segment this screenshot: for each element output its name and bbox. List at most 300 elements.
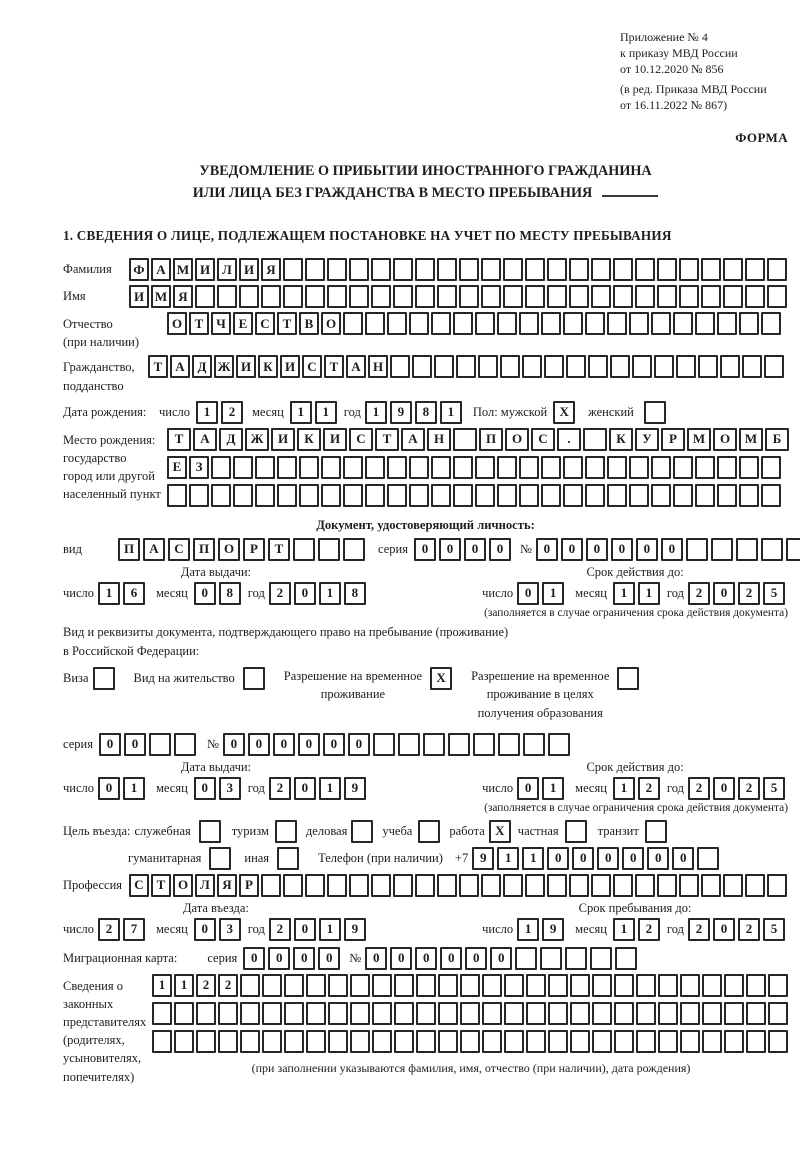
char-cell[interactable]	[503, 258, 523, 281]
char-cell[interactable]	[679, 285, 699, 308]
char-cell[interactable]: 0	[572, 847, 594, 870]
char-cell[interactable]	[394, 974, 414, 997]
char-cell[interactable]	[570, 974, 590, 997]
char-cell[interactable]	[497, 484, 517, 507]
char-cell[interactable]	[746, 1002, 766, 1025]
sex-male-checkbox[interactable]	[553, 401, 578, 424]
char-cell[interactable]	[409, 312, 429, 335]
char-cell[interactable]	[701, 285, 721, 308]
char-cell[interactable]	[438, 1030, 458, 1053]
char-cell[interactable]	[592, 1030, 612, 1053]
char-cell[interactable]	[768, 974, 788, 997]
char-cell[interactable]: 0	[465, 947, 487, 970]
char-cell[interactable]	[591, 285, 611, 308]
char-cell[interactable]: 2	[196, 974, 216, 997]
char-cell[interactable]	[657, 285, 677, 308]
char-cell[interactable]: 2	[269, 918, 291, 941]
char-cell[interactable]: А	[170, 355, 190, 378]
char-cell[interactable]	[592, 974, 612, 997]
char-cell[interactable]: 2	[218, 974, 238, 997]
char-cell[interactable]: 1	[315, 401, 337, 424]
option-temporary-residence-education-checkbox[interactable]	[617, 667, 642, 690]
char-cell[interactable]: О	[218, 538, 240, 561]
char-cell[interactable]	[698, 355, 718, 378]
char-cell[interactable]	[613, 258, 633, 281]
char-cell[interactable]: Е	[167, 456, 187, 479]
char-cell[interactable]	[284, 974, 304, 997]
char-cell[interactable]	[607, 312, 627, 335]
char-cell[interactable]	[327, 285, 347, 308]
char-cell[interactable]: 1	[638, 582, 660, 605]
char-cell[interactable]	[459, 258, 479, 281]
char-cell[interactable]: Б	[765, 428, 789, 451]
char-cell[interactable]: К	[609, 428, 633, 451]
char-cell[interactable]: 8	[219, 582, 241, 605]
char-cell[interactable]	[498, 733, 520, 756]
char-cell[interactable]: 1	[613, 918, 635, 941]
char-cell[interactable]	[702, 974, 722, 997]
char-cell[interactable]: 0	[713, 777, 735, 800]
char-cell[interactable]: 2	[269, 582, 291, 605]
char-cell[interactable]: 1	[319, 777, 341, 800]
char-cell[interactable]: И	[280, 355, 300, 378]
char-cell[interactable]	[522, 355, 542, 378]
option-temporary-residence-checkbox[interactable]	[430, 667, 455, 690]
char-cell[interactable]	[209, 847, 231, 870]
char-cell[interactable]	[459, 285, 479, 308]
char-cell[interactable]: 7	[123, 918, 145, 941]
char-cell[interactable]: М	[739, 428, 763, 451]
char-cell[interactable]	[365, 456, 385, 479]
char-cell[interactable]	[711, 538, 733, 561]
char-cell[interactable]	[651, 456, 671, 479]
char-cell[interactable]	[617, 667, 639, 690]
char-cell[interactable]	[211, 484, 231, 507]
char-cell[interactable]	[293, 538, 315, 561]
char-cell[interactable]	[321, 484, 341, 507]
char-cell[interactable]	[724, 1030, 744, 1053]
char-cell[interactable]	[761, 456, 781, 479]
char-cell[interactable]	[305, 874, 325, 897]
char-cell[interactable]	[768, 1030, 788, 1053]
char-cell[interactable]: 1	[613, 582, 635, 605]
char-cell[interactable]: Л	[195, 874, 215, 897]
char-cell[interactable]	[614, 1030, 634, 1053]
char-cell[interactable]: 0	[672, 847, 694, 870]
char-cell[interactable]: 2	[688, 918, 710, 941]
char-cell[interactable]	[742, 355, 762, 378]
char-cell[interactable]	[284, 1030, 304, 1053]
char-cell[interactable]	[409, 484, 429, 507]
char-cell[interactable]: О	[321, 312, 341, 335]
char-cell[interactable]: 0	[536, 538, 558, 561]
char-cell[interactable]: С	[255, 312, 275, 335]
char-cell[interactable]: 1	[542, 777, 564, 800]
char-cell[interactable]: 0	[611, 538, 633, 561]
char-cell[interactable]	[394, 1030, 414, 1053]
char-cell[interactable]: 1	[98, 582, 120, 605]
char-cell[interactable]: 0	[293, 947, 315, 970]
char-cell[interactable]	[614, 1002, 634, 1025]
char-cell[interactable]	[305, 258, 325, 281]
char-cell[interactable]	[525, 285, 545, 308]
char-cell[interactable]	[218, 1030, 238, 1053]
char-cell[interactable]	[570, 1030, 590, 1053]
char-cell[interactable]	[613, 874, 633, 897]
char-cell[interactable]: О	[167, 312, 187, 335]
char-cell[interactable]	[299, 456, 319, 479]
char-cell[interactable]	[695, 312, 715, 335]
char-cell[interactable]	[481, 285, 501, 308]
char-cell[interactable]	[93, 667, 115, 690]
char-cell[interactable]: 0	[298, 733, 320, 756]
char-cell[interactable]	[437, 258, 457, 281]
char-cell[interactable]: 8	[415, 401, 437, 424]
char-cell[interactable]	[283, 874, 303, 897]
char-cell[interactable]: Т	[324, 355, 344, 378]
char-cell[interactable]: 0	[248, 733, 270, 756]
char-cell[interactable]	[525, 258, 545, 281]
char-cell[interactable]: 3	[219, 918, 241, 941]
char-cell[interactable]: И	[271, 428, 295, 451]
char-cell[interactable]: И	[236, 355, 256, 378]
char-cell[interactable]: 1	[522, 847, 544, 870]
char-cell[interactable]	[565, 820, 587, 843]
char-cell[interactable]	[275, 820, 297, 843]
char-cell[interactable]: 2	[638, 777, 660, 800]
char-cell[interactable]	[651, 484, 671, 507]
char-cell[interactable]	[504, 1030, 524, 1053]
char-cell[interactable]	[717, 456, 737, 479]
char-cell[interactable]	[387, 456, 407, 479]
char-cell[interactable]	[544, 355, 564, 378]
char-cell[interactable]: 9	[542, 918, 564, 941]
char-cell[interactable]	[350, 1030, 370, 1053]
char-cell[interactable]	[189, 484, 209, 507]
char-cell[interactable]: 2	[738, 777, 760, 800]
char-cell[interactable]	[500, 355, 520, 378]
purpose-transit-checkbox[interactable]	[645, 820, 670, 843]
char-cell[interactable]: 6	[123, 582, 145, 605]
char-cell[interactable]	[373, 733, 395, 756]
char-cell[interactable]	[482, 974, 502, 997]
char-cell[interactable]	[394, 1002, 414, 1025]
char-cell[interactable]	[565, 947, 587, 970]
char-cell[interactable]	[453, 456, 473, 479]
char-cell[interactable]	[482, 1030, 502, 1053]
char-cell[interactable]	[739, 456, 759, 479]
char-cell[interactable]	[409, 456, 429, 479]
char-cell[interactable]	[351, 820, 373, 843]
char-cell[interactable]	[644, 401, 666, 424]
char-cell[interactable]: 0	[294, 582, 316, 605]
char-cell[interactable]	[343, 312, 363, 335]
char-cell[interactable]: С	[531, 428, 555, 451]
char-cell[interactable]	[196, 1030, 216, 1053]
char-cell[interactable]: 2	[221, 401, 243, 424]
char-cell[interactable]	[239, 285, 259, 308]
char-cell[interactable]	[437, 874, 457, 897]
char-cell[interactable]	[739, 312, 759, 335]
char-cell[interactable]: 0	[464, 538, 486, 561]
char-cell[interactable]	[453, 484, 473, 507]
char-cell[interactable]: 0	[517, 582, 539, 605]
char-cell[interactable]	[456, 355, 476, 378]
char-cell[interactable]	[412, 355, 432, 378]
char-cell[interactable]	[448, 733, 470, 756]
char-cell[interactable]	[541, 456, 561, 479]
char-cell[interactable]	[327, 874, 347, 897]
char-cell[interactable]	[548, 733, 570, 756]
char-cell[interactable]: 1	[319, 582, 341, 605]
char-cell[interactable]	[277, 456, 297, 479]
char-cell[interactable]: 9	[472, 847, 494, 870]
char-cell[interactable]	[635, 874, 655, 897]
char-cell[interactable]	[767, 258, 787, 281]
char-cell[interactable]	[393, 874, 413, 897]
char-cell[interactable]	[547, 258, 567, 281]
char-cell[interactable]	[592, 1002, 612, 1025]
char-cell[interactable]: 2	[738, 918, 760, 941]
char-cell[interactable]	[697, 847, 719, 870]
char-cell[interactable]	[195, 285, 215, 308]
char-cell[interactable]	[636, 974, 656, 997]
char-cell[interactable]	[767, 285, 787, 308]
char-cell[interactable]	[438, 1002, 458, 1025]
char-cell[interactable]	[453, 312, 473, 335]
char-cell[interactable]	[152, 1030, 172, 1053]
char-cell[interactable]	[695, 484, 715, 507]
char-cell[interactable]: 5	[763, 777, 785, 800]
char-cell[interactable]	[585, 312, 605, 335]
char-cell[interactable]	[233, 484, 253, 507]
char-cell[interactable]	[563, 312, 583, 335]
purpose-work-checkbox[interactable]	[489, 820, 514, 843]
char-cell[interactable]: 0	[622, 847, 644, 870]
char-cell[interactable]	[720, 355, 740, 378]
char-cell[interactable]	[504, 974, 524, 997]
char-cell[interactable]	[629, 312, 649, 335]
char-cell[interactable]: 1	[319, 918, 341, 941]
char-cell[interactable]: Т	[148, 355, 168, 378]
char-cell[interactable]: Я	[173, 285, 193, 308]
char-cell[interactable]	[717, 312, 737, 335]
char-cell[interactable]	[415, 874, 435, 897]
char-cell[interactable]: 0	[365, 947, 387, 970]
char-cell[interactable]	[372, 1030, 392, 1053]
char-cell[interactable]	[629, 456, 649, 479]
char-cell[interactable]	[437, 285, 457, 308]
char-cell[interactable]	[478, 355, 498, 378]
char-cell[interactable]: 5	[763, 918, 785, 941]
char-cell[interactable]	[761, 538, 783, 561]
char-cell[interactable]	[651, 312, 671, 335]
purpose-tourism-checkbox[interactable]	[275, 820, 300, 843]
char-cell[interactable]: З	[189, 456, 209, 479]
char-cell[interactable]	[686, 538, 708, 561]
char-cell[interactable]	[218, 1002, 238, 1025]
char-cell[interactable]	[607, 484, 627, 507]
char-cell[interactable]	[503, 285, 523, 308]
char-cell[interactable]	[679, 258, 699, 281]
char-cell[interactable]	[585, 484, 605, 507]
char-cell[interactable]	[497, 312, 517, 335]
char-cell[interactable]	[583, 428, 607, 451]
char-cell[interactable]	[431, 484, 451, 507]
char-cell[interactable]: Т	[167, 428, 191, 451]
char-cell[interactable]	[541, 484, 561, 507]
char-cell[interactable]: Р	[243, 538, 265, 561]
char-cell[interactable]	[745, 874, 765, 897]
char-cell[interactable]	[371, 258, 391, 281]
char-cell[interactable]	[328, 1002, 348, 1025]
char-cell[interactable]: 1	[517, 918, 539, 941]
char-cell[interactable]	[431, 312, 451, 335]
char-cell[interactable]	[149, 733, 171, 756]
char-cell[interactable]	[523, 733, 545, 756]
char-cell[interactable]	[673, 484, 693, 507]
char-cell[interactable]: Я	[217, 874, 237, 897]
char-cell[interactable]	[460, 1002, 480, 1025]
char-cell[interactable]	[569, 258, 589, 281]
char-cell[interactable]: 0	[268, 947, 290, 970]
char-cell[interactable]	[702, 1030, 722, 1053]
char-cell[interactable]	[415, 258, 435, 281]
char-cell[interactable]	[255, 484, 275, 507]
char-cell[interactable]	[569, 285, 589, 308]
char-cell[interactable]: 2	[638, 918, 660, 941]
char-cell[interactable]	[767, 874, 787, 897]
char-cell[interactable]	[174, 733, 196, 756]
char-cell[interactable]	[695, 456, 715, 479]
char-cell[interactable]	[475, 312, 495, 335]
char-cell[interactable]: Т	[375, 428, 399, 451]
char-cell[interactable]	[372, 974, 392, 997]
char-cell[interactable]: 2	[688, 582, 710, 605]
char-cell[interactable]	[736, 538, 758, 561]
char-cell[interactable]: 0	[294, 918, 316, 941]
char-cell[interactable]: 1	[613, 777, 635, 800]
char-cell[interactable]	[217, 285, 237, 308]
purpose-study-checkbox[interactable]	[418, 820, 443, 843]
char-cell[interactable]: О	[505, 428, 529, 451]
char-cell[interactable]	[481, 258, 501, 281]
char-cell[interactable]	[240, 974, 260, 997]
char-cell[interactable]: .	[557, 428, 581, 451]
char-cell[interactable]: 8	[344, 582, 366, 605]
char-cell[interactable]	[261, 874, 281, 897]
char-cell[interactable]	[519, 456, 539, 479]
char-cell[interactable]: 2	[98, 918, 120, 941]
char-cell[interactable]	[306, 1030, 326, 1053]
char-cell[interactable]	[328, 1030, 348, 1053]
char-cell[interactable]: М	[173, 258, 193, 281]
char-cell[interactable]: М	[151, 285, 171, 308]
sex-female-checkbox[interactable]	[644, 401, 669, 424]
char-cell[interactable]	[680, 1002, 700, 1025]
char-cell[interactable]: 0	[439, 538, 461, 561]
char-cell[interactable]: 2	[269, 777, 291, 800]
char-cell[interactable]: 0	[517, 777, 539, 800]
char-cell[interactable]	[607, 456, 627, 479]
char-cell[interactable]	[434, 355, 454, 378]
char-cell[interactable]	[519, 484, 539, 507]
char-cell[interactable]	[658, 1030, 678, 1053]
purpose-private-checkbox[interactable]	[565, 820, 590, 843]
char-cell[interactable]	[548, 1030, 568, 1053]
char-cell[interactable]: С	[129, 874, 149, 897]
char-cell[interactable]	[519, 312, 539, 335]
char-cell[interactable]: И	[129, 285, 149, 308]
char-cell[interactable]	[328, 974, 348, 997]
char-cell[interactable]: У	[635, 428, 659, 451]
char-cell[interactable]: О	[173, 874, 193, 897]
char-cell[interactable]	[152, 1002, 172, 1025]
char-cell[interactable]	[349, 874, 369, 897]
char-cell[interactable]	[632, 355, 652, 378]
char-cell[interactable]	[418, 820, 440, 843]
char-cell[interactable]	[745, 285, 765, 308]
char-cell[interactable]	[299, 484, 319, 507]
char-cell[interactable]	[199, 820, 221, 843]
char-cell[interactable]: 0	[490, 947, 512, 970]
char-cell[interactable]	[504, 1002, 524, 1025]
char-cell[interactable]	[591, 874, 611, 897]
char-cell[interactable]: 0	[243, 947, 265, 970]
char-cell[interactable]: 0	[586, 538, 608, 561]
char-cell[interactable]	[526, 1002, 546, 1025]
char-cell[interactable]: Я	[261, 258, 281, 281]
char-cell[interactable]	[654, 355, 674, 378]
char-cell[interactable]	[645, 820, 667, 843]
char-cell[interactable]	[283, 285, 303, 308]
char-cell[interactable]	[233, 456, 253, 479]
char-cell[interactable]: X	[489, 820, 511, 843]
char-cell[interactable]	[658, 974, 678, 997]
char-cell[interactable]	[387, 484, 407, 507]
char-cell[interactable]: И	[323, 428, 347, 451]
char-cell[interactable]: 0	[318, 947, 340, 970]
char-cell[interactable]	[255, 456, 275, 479]
char-cell[interactable]	[415, 285, 435, 308]
char-cell[interactable]	[416, 1002, 436, 1025]
char-cell[interactable]: 2	[738, 582, 760, 605]
char-cell[interactable]	[717, 484, 737, 507]
char-cell[interactable]	[613, 285, 633, 308]
char-cell[interactable]: 0	[414, 538, 436, 561]
char-cell[interactable]: X	[430, 667, 452, 690]
char-cell[interactable]	[350, 1002, 370, 1025]
char-cell[interactable]: Т	[189, 312, 209, 335]
char-cell[interactable]: К	[297, 428, 321, 451]
char-cell[interactable]	[724, 1002, 744, 1025]
char-cell[interactable]: И	[239, 258, 259, 281]
char-cell[interactable]	[614, 974, 634, 997]
char-cell[interactable]: Н	[427, 428, 451, 451]
char-cell[interactable]	[635, 258, 655, 281]
char-cell[interactable]	[724, 974, 744, 997]
char-cell[interactable]: 0	[294, 777, 316, 800]
char-cell[interactable]	[548, 1002, 568, 1025]
char-cell[interactable]	[416, 1030, 436, 1053]
char-cell[interactable]	[283, 258, 303, 281]
char-cell[interactable]	[569, 874, 589, 897]
char-cell[interactable]	[277, 847, 299, 870]
char-cell[interactable]	[318, 538, 340, 561]
char-cell[interactable]	[503, 874, 523, 897]
char-cell[interactable]: 0	[440, 947, 462, 970]
char-cell[interactable]	[167, 484, 187, 507]
